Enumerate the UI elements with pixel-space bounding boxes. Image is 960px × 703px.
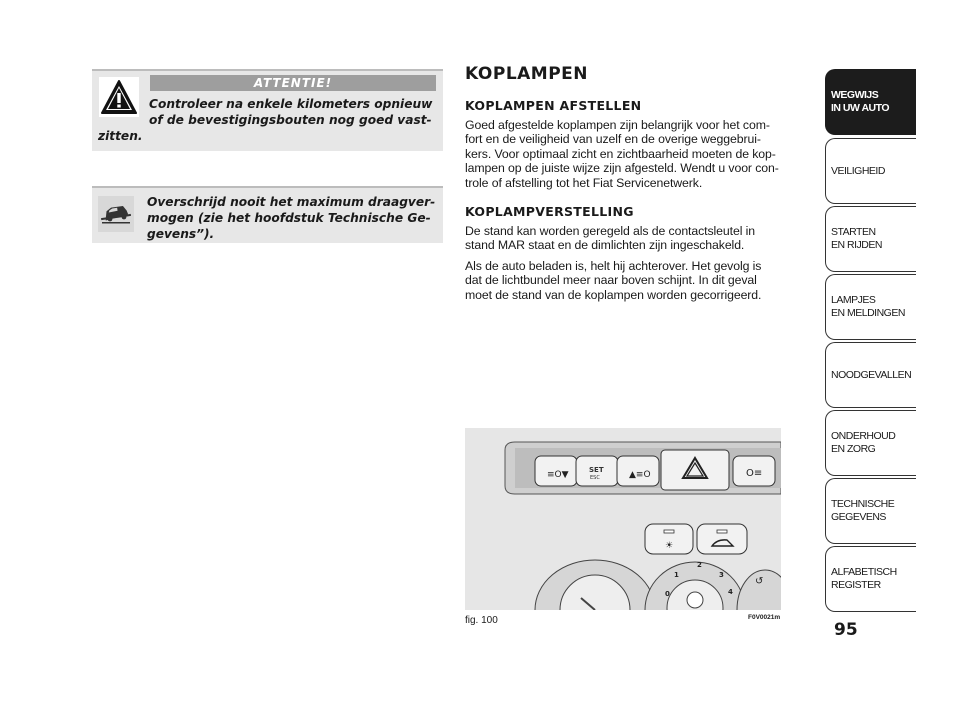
tab-wegwijs[interactable]: WEGWIJS IN UW AUTO [825,69,916,135]
tab-noodgevallen[interactable]: NOODGEVALLEN [825,342,916,408]
load-warning-text: Overschrijd nooit het maximum draagver- mogen (zie het hoofdstuk Technische Ge- gevens”). [147,195,436,241]
dashboard-figure [465,428,781,610]
tab-starten[interactable]: STARTEN EN RIJDEN [825,206,916,272]
svg-text:↺: ↺ [755,576,764,587]
car-load-icon [98,196,134,232]
svg-text:☀: ☀ [665,541,674,551]
attention-text: Controleer na enkele kilometers opnieuw of de bevestigingsbouten nog goed vast- zitten. [98,97,433,143]
section-heading-adjust: KOPLAMPEN AFSTELLEN [465,98,642,113]
dashboard-controls-illustration [465,428,781,610]
load-warning-box [92,186,443,243]
main-content [465,64,811,308]
load-icon-frame [98,196,134,232]
page-title: KOPLAMPEN [465,64,589,84]
figure-caption: fig. 100 [465,615,498,626]
set-button-label: SET [589,466,604,474]
section-heading-leveling: KOPLAMPVERSTELLING [465,204,634,220]
paragraph-leveling-1: De stand kan worden geregeld als de contactsleutel in stand MAR staat en de dimlichten zijn ingeschakeld. [465,224,756,253]
tab-lampjes[interactable]: LAMPJES EN MELDINGEN [825,274,916,340]
paragraph-leveling-2: Als de auto beladen is, helt hij achterover. Het gevolg is dat de lichtbundel meer naar boven schijnt. In dit geval moet de stand van de koplampen worden gecorrigeerd. [465,258,762,302]
dial-number-0: 0 [665,590,670,598]
tab-onderhoud[interactable]: ONDERHOUD EN ZORG [825,410,916,476]
svg-text:≡O▼: ≡O▼ [547,470,569,480]
dial-number-4: 4 [728,588,733,596]
tab-alfabetisch[interactable]: ALFABETISCH REGISTER [825,546,916,612]
figure-code: F0V0021m [748,614,781,621]
dial-number-2: 2 [697,561,702,569]
esc-button-label: ESC [590,475,600,481]
attention-label: ATTENTIE! [150,75,436,91]
tab-veiligheid[interactable]: VEILIGHEID [825,138,916,204]
paragraph-adjust: Goed afgestelde koplampen zijn belangrijk voor het com- fort en de veiligheid van uzelf en de overige weggebrui- kers. Voor optimaal zicht en zichtbaarheid moeten de kop- lampen op de juiste wijze zijn afgesteld. Wendt u voor con- trole of afstelling tot het Fiat Servicenetwerk. [465,118,779,190]
tab-technische[interactable]: TECHNISCHE GEGEVENS [825,478,916,544]
svg-text:▲≡O: ▲≡O [629,470,651,480]
page-number: 95 [834,620,858,640]
dial-number-1: 1 [674,571,679,579]
dial-number-3: 3 [719,571,724,579]
attention-box [92,69,443,151]
svg-text:O≡: O≡ [746,468,763,479]
